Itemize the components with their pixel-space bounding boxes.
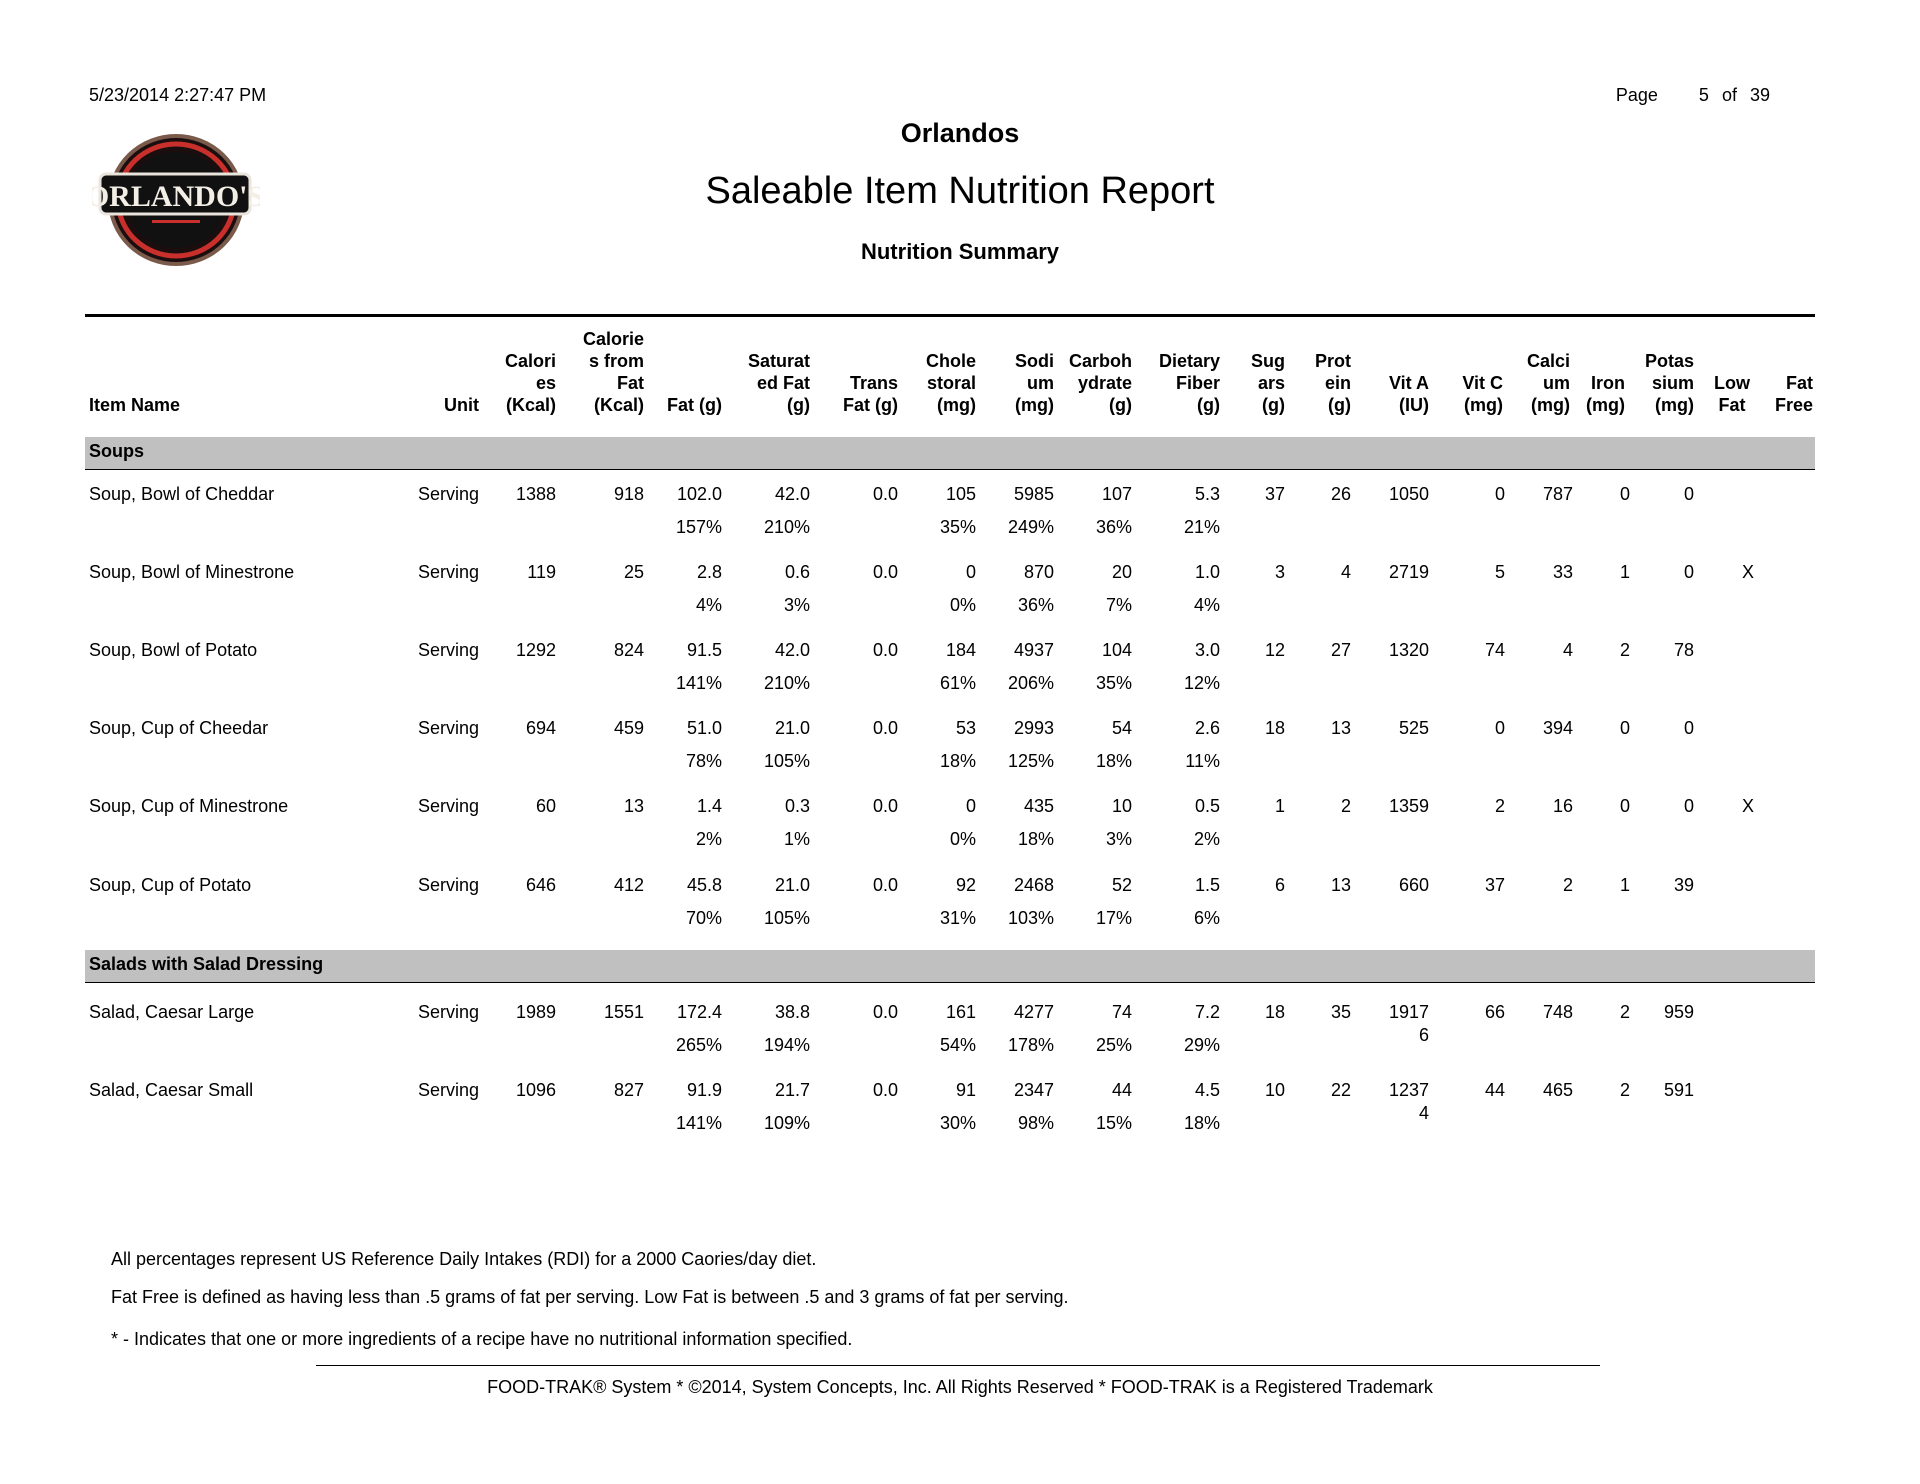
cell-cholesterol: 92 [955, 875, 976, 895]
cell-sugars: 12 [1264, 640, 1285, 660]
cell-unit: Serving [417, 484, 479, 504]
cell-calcium: 394 [1542, 718, 1573, 738]
cell-calcium: 4 [1562, 640, 1573, 660]
cell-fat-percent: 157% [675, 517, 722, 537]
page-of-label: of [1721, 85, 1737, 105]
col-cholesterol: Chole storal (mg) [925, 351, 976, 415]
cell-saturated-fat-percent: 194% [763, 1035, 810, 1055]
cell-protein: 26 [1330, 484, 1351, 504]
cell-potassium: 0 [1683, 562, 1694, 582]
cell-low-fat: X [1741, 562, 1754, 582]
cell-sodium-percent: 178% [1007, 1035, 1054, 1055]
cell-calcium: 465 [1542, 1080, 1573, 1100]
cell-unit: Serving [417, 718, 479, 738]
cell-item-name: Salad, Caesar Large [89, 1002, 255, 1022]
cell-saturated-fat-percent: 1% [783, 829, 810, 849]
cell-cholesterol: 0 [965, 796, 976, 816]
cell-trans-fat: 0.0 [872, 562, 898, 582]
cell-sodium-percent: 98% [1017, 1113, 1054, 1133]
copyright-footer: FOOD-TRAK® System * ©2014, System Concepts, Inc. All Rights Reserved * FOOD-TRAK is a Registered Trademark [487, 1377, 1433, 1397]
page-label: Page [1615, 85, 1658, 105]
col-potassium: Potas sium (mg) [1644, 351, 1694, 415]
cell-calories-from-fat: 25 [623, 562, 644, 582]
cell-calories: 1989 [515, 1002, 556, 1022]
cell-iron: 0 [1619, 718, 1630, 738]
cell-calories: 1388 [515, 484, 556, 504]
cell-trans-fat: 0.0 [872, 1080, 898, 1100]
cell-cholesterol: 0 [965, 562, 976, 582]
cell-vitamin-c: 2 [1494, 796, 1505, 816]
section-header-salads [85, 950, 1815, 983]
cell-calories: 1096 [515, 1080, 556, 1100]
cell-potassium: 0 [1683, 718, 1694, 738]
cell-vitamin-c: 37 [1484, 875, 1505, 895]
cell-sodium: 2993 [1013, 718, 1054, 738]
cell-item-name: Soup, Bowl of Potato [89, 640, 258, 660]
cell-sodium-percent: 125% [1007, 751, 1054, 771]
cell-cholesterol-percent: 54% [939, 1035, 976, 1055]
cell-vitamin-a: 525 [1398, 718, 1429, 738]
cell-vitamin-c: 44 [1484, 1080, 1505, 1100]
cell-calories-from-fat: 13 [623, 796, 644, 816]
cell-fat: 2.8 [696, 562, 722, 582]
cell-dietary-fiber-percent: 12% [1183, 673, 1220, 693]
col-calcium: Calci um (mg) [1526, 351, 1570, 415]
cell-fat-percent: 141% [675, 673, 722, 693]
cell-carbohydrate-percent: 17% [1095, 908, 1132, 928]
cell-sodium: 2347 [1013, 1080, 1054, 1100]
cell-carbohydrate-percent: 3% [1105, 829, 1132, 849]
col-protein: Prot ein (g) [1315, 351, 1351, 415]
cell-fat: 172.4 [676, 1002, 722, 1022]
cell-fat: 91.5 [686, 640, 722, 660]
cell-dietary-fiber: 5.3 [1194, 484, 1220, 504]
cell-dietary-fiber: 1.0 [1194, 562, 1220, 582]
cell-calories-from-fat: 827 [613, 1080, 644, 1100]
cell-dietary-fiber-percent: 4% [1193, 595, 1220, 615]
cell-item-name: Soup, Cup of Cheedar [89, 718, 269, 738]
cell-carbohydrate-percent: 36% [1095, 517, 1132, 537]
cell-sugars: 6 [1274, 875, 1285, 895]
cell-dietary-fiber: 1.5 [1194, 875, 1220, 895]
cell-vitamin-a: 1050 [1388, 484, 1429, 504]
col-calories: Calori es (Kcal) [504, 351, 556, 415]
cell-calcium: 16 [1552, 796, 1573, 816]
cell-cholesterol-percent: 0% [949, 829, 976, 849]
cell-vitamin-a: 1917 [1388, 1002, 1429, 1022]
cell-sugars: 18 [1264, 718, 1285, 738]
cell-item-name: Soup, Cup of Potato [89, 875, 252, 895]
cell-potassium: 0 [1683, 484, 1694, 504]
cell-trans-fat: 0.0 [872, 484, 898, 504]
cell-carbohydrate-percent: 35% [1095, 673, 1132, 693]
cell-sodium-percent: 249% [1007, 517, 1054, 537]
cell-iron: 0 [1619, 484, 1630, 504]
header-divider [85, 314, 1815, 317]
page-total: 39 [1749, 85, 1770, 105]
cell-cholesterol: 91 [955, 1080, 976, 1100]
col-dietary-fiber: Dietary Fiber (g) [1158, 351, 1220, 415]
cell-vitamin-a: 1237 [1388, 1080, 1429, 1100]
cell-carbohydrate-percent: 18% [1095, 751, 1132, 771]
cell-calcium: 33 [1552, 562, 1573, 582]
cell-sodium-percent: 206% [1007, 673, 1054, 693]
cell-cholesterol: 184 [945, 640, 976, 660]
cell-dietary-fiber: 7.2 [1194, 1002, 1220, 1022]
cell-sodium-percent: 18% [1017, 829, 1054, 849]
cell-carbohydrate: 20 [1111, 562, 1132, 582]
cell-unit: Serving [417, 796, 479, 816]
col-saturated-fat: Saturat ed Fat (g) [747, 351, 810, 415]
cell-saturated-fat-percent: 3% [783, 595, 810, 615]
cell-protein: 2 [1340, 796, 1351, 816]
cell-carbohydrate-percent: 15% [1095, 1113, 1132, 1133]
cell-iron: 2 [1619, 1002, 1630, 1022]
cell-calories: 60 [535, 796, 556, 816]
cell-dietary-fiber: 2.6 [1194, 718, 1220, 738]
cell-fat-percent: 141% [675, 1113, 722, 1133]
cell-vitamin-a: 660 [1398, 875, 1429, 895]
cell-carbohydrate: 52 [1111, 875, 1132, 895]
cell-vitamin-c: 66 [1484, 1002, 1505, 1022]
cell-low-fat: X [1741, 796, 1754, 816]
cell-vitamin-c: 74 [1484, 640, 1505, 660]
col-vitamin-c: Vit C (mg) [1462, 373, 1503, 415]
col-low-fat: Low Fat [1714, 373, 1750, 415]
cell-iron: 2 [1619, 640, 1630, 660]
cell-protein: 27 [1330, 640, 1351, 660]
cell-vitamin-a-wrap: 4 [1418, 1103, 1429, 1123]
cell-saturated-fat: 21.7 [774, 1080, 810, 1100]
cell-potassium: 39 [1673, 875, 1694, 895]
cell-trans-fat: 0.0 [872, 875, 898, 895]
cell-calories: 119 [527, 562, 556, 582]
cell-potassium: 78 [1673, 640, 1694, 660]
cell-fat: 45.8 [686, 875, 722, 895]
company-name: Orlandos [900, 118, 1020, 148]
cell-cholesterol-percent: 0% [949, 595, 976, 615]
cell-fat: 51.0 [686, 718, 722, 738]
cell-trans-fat: 0.0 [872, 718, 898, 738]
note-missing-info: * - Indicates that one or more ingredients of a recipe have no nutritional information specified. [111, 1329, 853, 1349]
note-fat-definition: Fat Free is defined as having less than .5 grams of fat per serving. Low Fat is between .5 and 3 grams of fat per serving. [111, 1287, 1069, 1307]
cell-unit: Serving [417, 1080, 479, 1100]
cell-unit: Serving [417, 1002, 479, 1022]
cell-saturated-fat-percent: 210% [763, 517, 810, 537]
cell-potassium: 591 [1663, 1080, 1694, 1100]
cell-sodium: 4937 [1013, 640, 1054, 660]
cell-vitamin-c: 0 [1494, 718, 1505, 738]
cell-protein: 22 [1330, 1080, 1351, 1100]
cell-sugars: 1 [1274, 796, 1285, 816]
cell-protein: 13 [1330, 718, 1351, 738]
cell-unit: Serving [417, 640, 479, 660]
cell-carbohydrate: 74 [1111, 1002, 1132, 1022]
cell-calcium: 748 [1542, 1002, 1573, 1022]
cell-dietary-fiber-percent: 21% [1183, 517, 1220, 537]
cell-carbohydrate-percent: 25% [1095, 1035, 1132, 1055]
cell-saturated-fat-percent: 109% [763, 1113, 810, 1133]
cell-sugars: 37 [1264, 484, 1285, 504]
cell-item-name: Soup, Bowl of Cheddar [89, 484, 275, 504]
cell-carbohydrate: 104 [1101, 640, 1132, 660]
cell-vitamin-a-wrap: 6 [1418, 1025, 1429, 1045]
cell-vitamin-c: 0 [1494, 484, 1505, 504]
cell-fat-percent: 2% [695, 829, 722, 849]
cell-potassium: 0 [1683, 796, 1694, 816]
cell-trans-fat: 0.0 [872, 640, 898, 660]
report-title: Saleable Item Nutrition Report [705, 170, 1215, 212]
cell-calories-from-fat: 412 [613, 875, 644, 895]
footer-divider [316, 1365, 1600, 1366]
report-timestamp: 5/23/2014 2:27:47 PM [89, 85, 267, 105]
cell-calories: 1292 [515, 640, 556, 660]
cell-fat-percent: 78% [685, 751, 722, 771]
cell-calcium: 2 [1562, 875, 1573, 895]
cell-calories-from-fat: 824 [613, 640, 644, 660]
cell-iron: 0 [1619, 796, 1630, 816]
cell-saturated-fat: 42.0 [774, 640, 810, 660]
cell-saturated-fat: 0.3 [784, 796, 810, 816]
col-calories-from-fat: Calorie s from Fat (Kcal) [582, 329, 644, 415]
cell-saturated-fat: 21.0 [774, 718, 810, 738]
cell-sugars: 10 [1264, 1080, 1285, 1100]
cell-iron: 1 [1619, 562, 1630, 582]
note-rdi: All percentages represent US Reference Daily Intakes (RDI) for a 2000 Caories/day diet. [111, 1249, 817, 1269]
cell-carbohydrate: 10 [1111, 796, 1132, 816]
cell-vitamin-a: 2719 [1388, 562, 1429, 582]
cell-protein: 4 [1340, 562, 1351, 582]
cell-dietary-fiber: 3.0 [1194, 640, 1220, 660]
col-trans-fat: Trans Fat (g) [843, 373, 898, 415]
cell-dietary-fiber-percent: 29% [1183, 1035, 1220, 1055]
cell-carbohydrate: 44 [1111, 1080, 1132, 1100]
cell-dietary-fiber-percent: 2% [1193, 829, 1220, 849]
cell-unit: Serving [417, 875, 479, 895]
report-subtitle: Nutrition Summary [860, 239, 1060, 264]
section-title: Soups [89, 441, 145, 461]
cell-fat: 102.0 [676, 484, 722, 504]
cell-saturated-fat: 0.6 [784, 562, 810, 582]
cell-calories-from-fat: 1551 [603, 1002, 644, 1022]
page-number: 5 [1698, 85, 1709, 105]
cell-carbohydrate: 54 [1111, 718, 1132, 738]
cell-fat: 91.9 [686, 1080, 722, 1100]
cell-protein: 35 [1330, 1002, 1351, 1022]
cell-item-name: Soup, Cup of Minestrone [89, 796, 289, 816]
col-iron: Iron (mg) [1586, 373, 1625, 415]
cell-sodium: 2468 [1013, 875, 1054, 895]
cell-sugars: 3 [1274, 562, 1285, 582]
cell-cholesterol-percent: 31% [939, 908, 976, 928]
cell-dietary-fiber-percent: 6% [1193, 908, 1220, 928]
col-vitamin-a: Vit A (IU) [1388, 373, 1429, 415]
cell-sodium: 435 [1023, 796, 1054, 816]
cell-sodium: 5985 [1013, 484, 1054, 504]
logo-text: ORLANDO'S [92, 180, 260, 213]
cell-dietary-fiber-percent: 18% [1183, 1113, 1220, 1133]
page-indicator [1616, 85, 1770, 106]
cell-calcium: 787 [1542, 484, 1573, 504]
cell-calories-from-fat: 459 [613, 718, 644, 738]
cell-sugars: 18 [1264, 1002, 1285, 1022]
cell-dietary-fiber-percent: 11% [1185, 751, 1220, 771]
cell-iron: 1 [1619, 875, 1630, 895]
cell-calories-from-fat: 918 [613, 484, 644, 504]
col-item-name: Item Name [89, 395, 181, 415]
cell-trans-fat: 0.0 [872, 1002, 898, 1022]
cell-fat-percent: 70% [685, 908, 722, 928]
cell-sodium: 870 [1023, 562, 1054, 582]
cell-saturated-fat-percent: 105% [763, 908, 810, 928]
cell-vitamin-c: 5 [1494, 562, 1505, 582]
cell-saturated-fat-percent: 210% [763, 673, 810, 693]
cell-sodium-percent: 36% [1017, 595, 1054, 615]
cell-sodium: 4277 [1013, 1002, 1054, 1022]
col-unit: Unit [444, 395, 479, 415]
cell-cholesterol: 105 [945, 484, 976, 504]
col-sugars: Sug ars (g) [1251, 351, 1285, 415]
section-title: Salads with Salad Dressing [89, 954, 324, 974]
cell-fat-percent: 4% [695, 595, 722, 615]
cell-calories: 694 [525, 718, 556, 738]
cell-cholesterol-percent: 30% [939, 1113, 976, 1133]
cell-cholesterol-percent: 18% [939, 751, 976, 771]
cell-sodium-percent: 103% [1007, 908, 1054, 928]
col-fat: Fat (g) [667, 395, 722, 415]
cell-fat-percent: 265% [675, 1035, 722, 1055]
cell-vitamin-a: 1359 [1388, 796, 1429, 816]
cell-iron: 2 [1619, 1080, 1630, 1100]
col-sodium: Sodi um (mg) [1015, 351, 1054, 415]
cell-saturated-fat: 42.0 [774, 484, 810, 504]
cell-unit: Serving [417, 562, 479, 582]
cell-potassium: 959 [1663, 1002, 1694, 1022]
section-header-soups [85, 437, 1815, 470]
col-carbohydrate: Carboh ydrate (g) [1069, 351, 1132, 415]
cell-protein: 13 [1330, 875, 1351, 895]
cell-dietary-fiber: 0.5 [1194, 796, 1220, 816]
cell-trans-fat: 0.0 [872, 796, 898, 816]
col-fat-free: Fat Free [1774, 373, 1813, 415]
cell-dietary-fiber: 4.5 [1194, 1080, 1220, 1100]
cell-saturated-fat: 21.0 [774, 875, 810, 895]
cell-carbohydrate: 107 [1101, 484, 1132, 504]
cell-carbohydrate-percent: 7% [1105, 595, 1132, 615]
report-notes [111, 1240, 1069, 1358]
cell-calories: 646 [525, 875, 556, 895]
cell-item-name: Salad, Caesar Small [89, 1080, 254, 1100]
cell-item-name: Soup, Bowl of Minestrone [89, 562, 295, 582]
cell-cholesterol-percent: 61% [939, 673, 976, 693]
cell-cholesterol: 53 [955, 718, 976, 738]
cell-fat: 1.4 [696, 796, 722, 816]
cell-saturated-fat-percent: 105% [763, 751, 810, 771]
cell-cholesterol: 161 [945, 1002, 976, 1022]
cell-saturated-fat: 38.8 [774, 1002, 810, 1022]
cell-cholesterol-percent: 35% [939, 517, 976, 537]
cell-vitamin-a: 1320 [1388, 640, 1429, 660]
